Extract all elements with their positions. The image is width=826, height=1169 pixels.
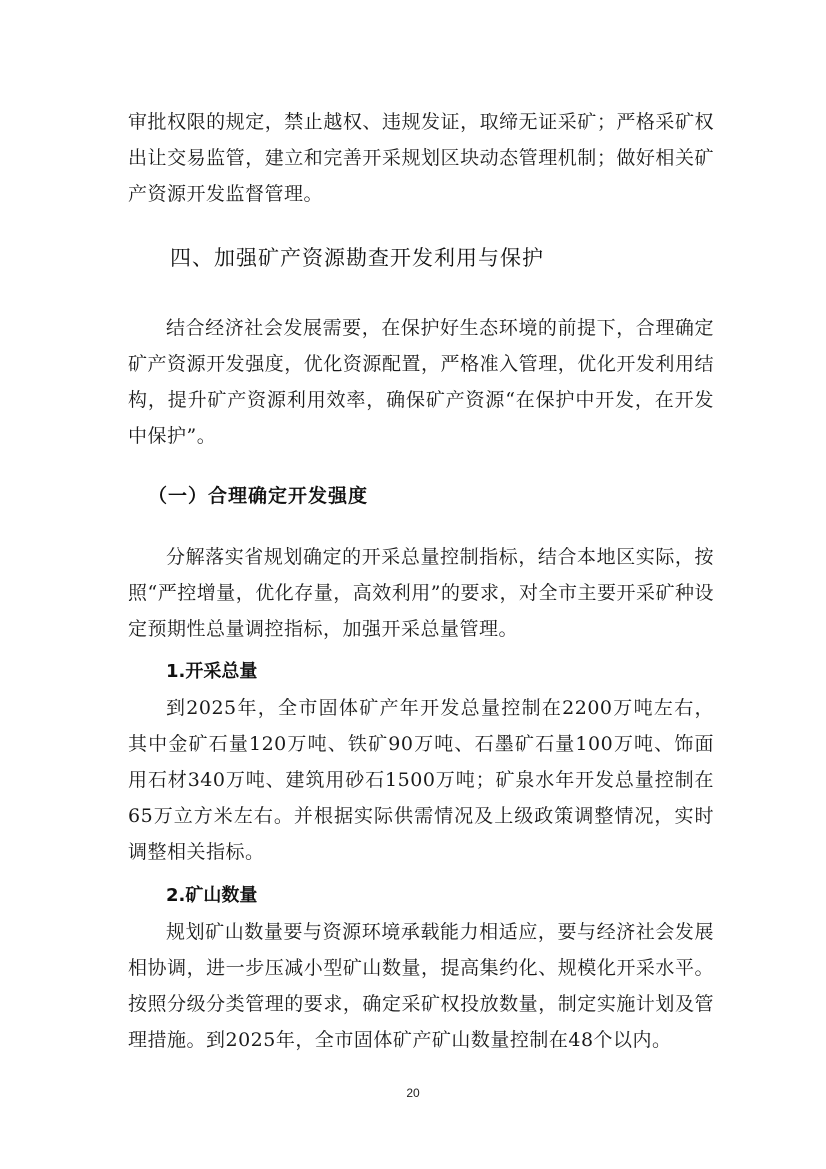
paragraph-total-output: 到2025年，全市固体矿产年开发总量控制在2200万吨左右，其中金矿石量120万吨、铁矿90万吨、石墨矿石量100万吨、饰面用石材340万吨、建筑用砂石1500万吨；矿泉水年开发总量控制在65万立方米左右。并根据实际供需情况及上级政策调整情况，实时调整相关指标。 <box>128 697 714 863</box>
paragraph-development-intensity: 分解落实省规划确定的开采总量控制指标，结合本地区实际，按照“严控增量，优化存量，高效利用”的要求，对全市主要开采矿种设定预期性总量调控指标，加强开采总量管理。 <box>128 546 714 640</box>
page-number: 20 <box>406 1086 420 1100</box>
item-heading-mine-count: 2.矿山数量 <box>166 885 258 906</box>
paragraph-continuation: 审批权限的规定，禁止越权、违规发证，取缔无证采矿；严格采矿权出让交易监管，建立和完善开采规划区块动态管理机制；做好相关矿产资源开发监督管理。 <box>128 111 714 205</box>
subsection-heading: （一）合理确定开发强度 <box>148 485 369 507</box>
section-heading: 四、加强矿产资源勘查开发利用与保护 <box>170 246 544 270</box>
item-heading-total-output: 1.开采总量 <box>166 661 258 682</box>
paragraph-intro: 结合经济社会发展需要，在保护好生态环境的前提下，合理确定矿产资源开发强度，优化资源配置，严格准入管理，优化开发利用结构，提升矿产资源利用效率，确保矿产资源“在保护中开发，在开发中保护”。 <box>128 317 714 447</box>
paragraph-mine-count: 规划矿山数量要与资源环境承载能力相适应，要与经济社会发展相协调，进一步压减小型矿山数量，提高集约化、规模化开采水平。按照分级分类管理的要求，确定采矿权投放数量，制定实施计划及管理措施。到2025年，全市固体矿产矿山数量控制在48个以内。 <box>128 921 714 1051</box>
